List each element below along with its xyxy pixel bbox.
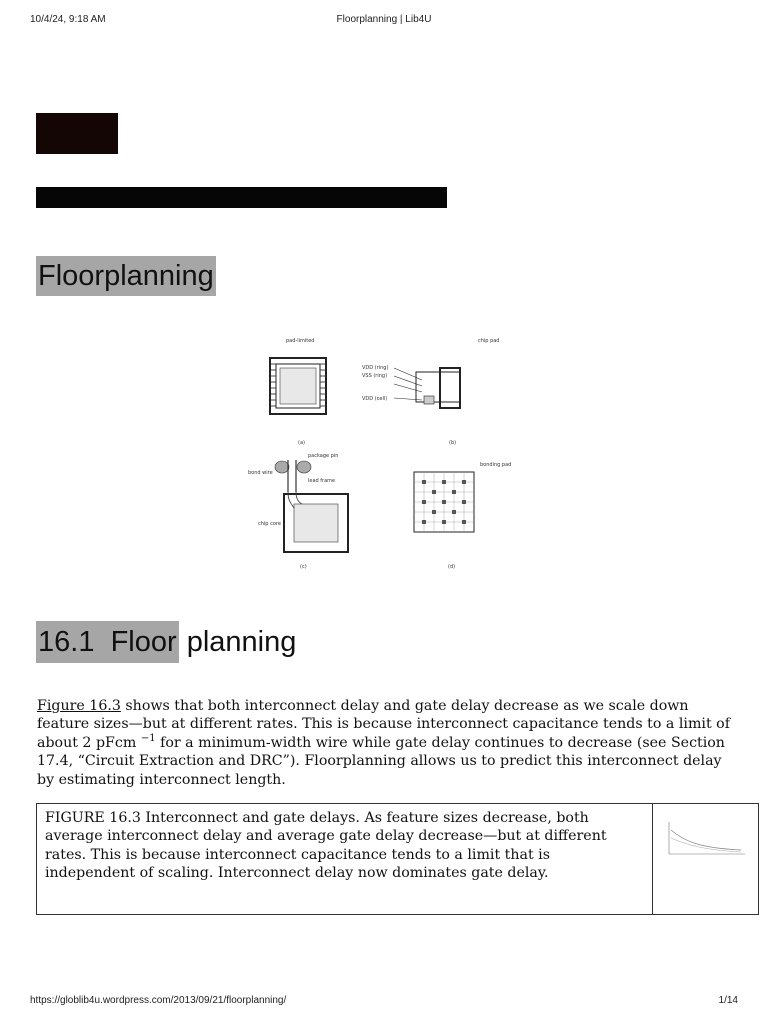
figure-label-c: (c)	[300, 564, 307, 570]
print-page-title: Floorplanning | Lib4U	[336, 14, 432, 25]
figure-label-package-pin: package pin	[308, 453, 339, 459]
figure-thumbnail	[661, 816, 751, 864]
figure-label-bonding-pad: bonding pad	[480, 462, 512, 468]
figure-label-chip-core: chip core	[258, 521, 281, 527]
figure-label-pad-limited: pad-limited	[286, 338, 315, 344]
paragraph-text-2: for a minimum-width wire while gate delay continues to decrease (see Section 17.4, “Circuit Extraction and DRC”). Floorplanning allows us to predict this interconnect delay by estimating interconnect length.	[37, 734, 725, 788]
figure-caption-table	[36, 803, 759, 915]
section-number: 16.1	[38, 626, 95, 658]
figure-panel-c	[248, 453, 348, 570]
paragraph-superscript: −1	[140, 732, 156, 744]
body-paragraph	[37, 697, 737, 789]
figure-link[interactable]: Figure 16.3	[37, 698, 121, 714]
figure-label-d: (d)	[448, 564, 456, 570]
page-heading: Floorplanning	[36, 256, 216, 296]
figure-caption: FIGURE 16.3 Interconnect and gate delays. As feature sizes decrease, both average interconnect delay and average gate delay decrease—but at different rates. This is because interconnect capacitance tends to a limit that is independent of scaling. Interconnect delay now dominates gate delay.	[37, 804, 653, 914]
print-page-number: 1/14	[718, 995, 738, 1006]
floorplan-figure	[244, 332, 534, 572]
redacted-block-logo	[36, 113, 118, 154]
figure-label-bond-wire: bond wire	[248, 470, 273, 476]
figure-label-chip-pad: chip pad	[478, 338, 500, 344]
print-datetime: 10/4/24, 9:18 AM	[30, 14, 106, 25]
print-url: https://globlib4u.wordpress.com/2013/09/21/floorplanning/	[30, 995, 287, 1006]
figure-panel-b	[362, 338, 499, 446]
figure-label-vdd-cell: VDD (cell)	[362, 396, 388, 402]
paragraph-text-1: shows that both interconnect delay and gate delay decrease as we scale down feature sizes—but at different rates. This is because interconnect capacitance tends to a limit of about 2 pFcm	[37, 698, 730, 751]
figure-panel-a	[270, 338, 326, 446]
section-word-planning: planning	[186, 626, 297, 658]
figure-panel-d	[414, 462, 511, 570]
section-word-floor: Floor	[110, 626, 177, 658]
figure-label-a: (a)	[298, 440, 305, 446]
figure-label-vss-ring: VSS (ring)	[362, 373, 388, 379]
redacted-block-title	[36, 187, 447, 208]
figure-label-vdd-ring: VDD (ring)	[362, 365, 389, 371]
section-heading	[36, 621, 296, 663]
figure-label-b: (b)	[449, 440, 457, 446]
figure-label-lead-frame: lead frame	[308, 478, 336, 484]
